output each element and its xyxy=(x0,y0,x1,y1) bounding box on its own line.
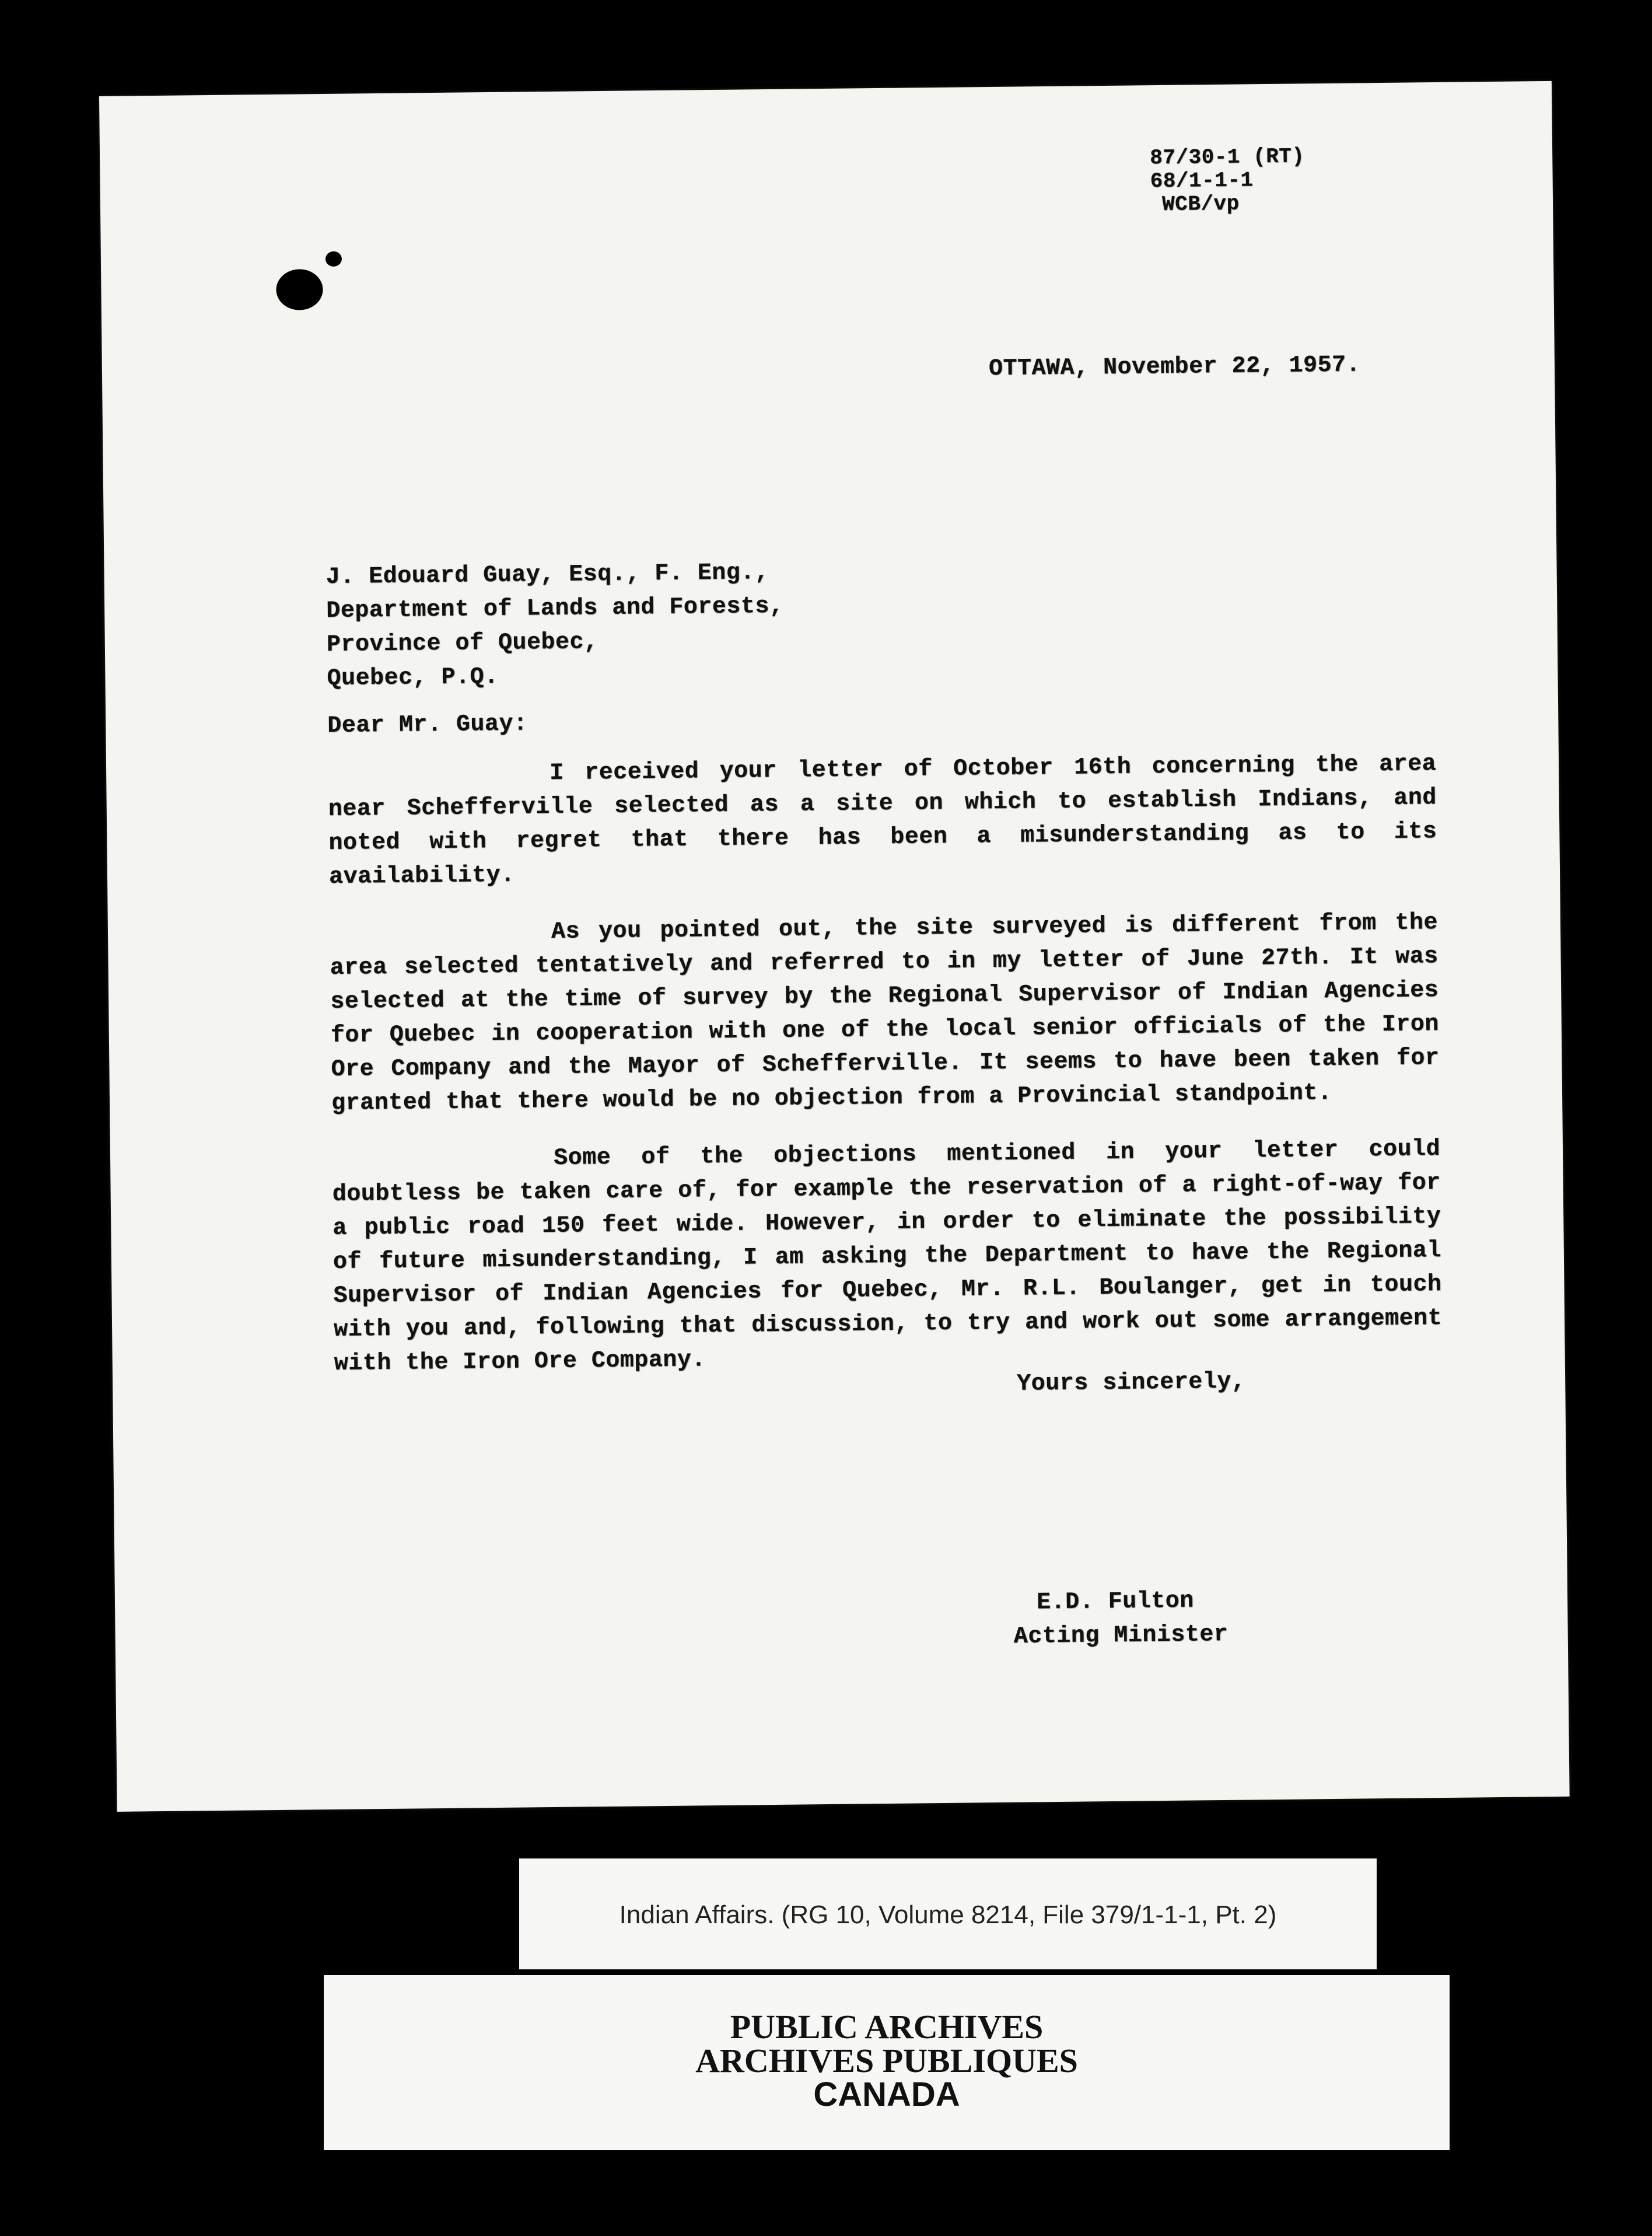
archive-reference: Indian Affairs. (RG 10, Volume 8214, File 379/1-1-1, Pt. 2) xyxy=(619,1900,1277,1929)
body-paragraph: I received your letter of October 16th concerning the area near Schefferville selected as a site on which to establish Indians, and noted with regret that there has been a misunderstanding as to its availability. xyxy=(328,751,1437,890)
signature-title: Acting Minister xyxy=(1013,1621,1228,1650)
recipient-address xyxy=(326,556,785,696)
file-reference-line: WCB/vp xyxy=(1161,191,1240,216)
body-paragraph: Some of the objections mentioned in your letter could doubtless be taken care of, for example the reservation of a right-of-way for a public road 150 feet wide. However, in order to eliminate the possibility of future misunderstanding, I am asking the Department to have the Regional Supervisor of Indian Agencies for Quebec, Mr. R.L. Boulanger, get in touch with you and, following that discussion, to try and work out some arrangement with the Iron Ore Company. xyxy=(332,1136,1443,1377)
punch-hole-small xyxy=(326,251,342,267)
file-reference-line: 68/1-1-1 xyxy=(1150,168,1254,194)
archive-stamp-label xyxy=(324,1975,1450,2150)
file-reference xyxy=(1150,145,1305,216)
address-line: Department of Lands and Forests, xyxy=(326,593,784,624)
signature-block xyxy=(1013,1584,1228,1654)
closing: Yours sincerely, xyxy=(1016,1368,1246,1398)
address-line: J. Edouard Guay, Esq., F. Eng., xyxy=(326,560,769,591)
punch-hole xyxy=(276,269,323,310)
archive-stamp xyxy=(324,2010,1450,2112)
archive-reference-label xyxy=(519,1858,1377,1969)
date-line: OTTAWA, November 22, 1957. xyxy=(988,352,1361,383)
letter-page xyxy=(99,81,1570,1812)
stamp-line: CANADA xyxy=(813,2076,960,2113)
letter-body xyxy=(328,747,1443,1405)
file-reference-line: 87/30-1 (RT) xyxy=(1149,144,1305,170)
stamp-line: ARCHIVES PUBLIQUES xyxy=(695,2042,1078,2080)
salutation: Dear Mr. Guay: xyxy=(327,711,528,739)
address-line: Province of Quebec, xyxy=(326,629,598,658)
body-paragraph: As you pointed out, the site surveyed is different from the area selected tentatively and referred to in my letter of June 27th. It was selected at the time of survey by the Regional Supervisor of Indian Agencies for Quebec in cooperation with one of the local senior officials of the Iron Ore Company and the Mayor of Schefferville. It seems to have been taken for granted that there would be no objection from a Provincial standpoint. xyxy=(330,910,1440,1117)
address-line: Quebec, P.Q. xyxy=(327,663,499,692)
stamp-line: PUBLIC ARCHIVES xyxy=(730,2008,1044,2046)
signature-name: E.D. Fulton xyxy=(1036,1588,1194,1616)
